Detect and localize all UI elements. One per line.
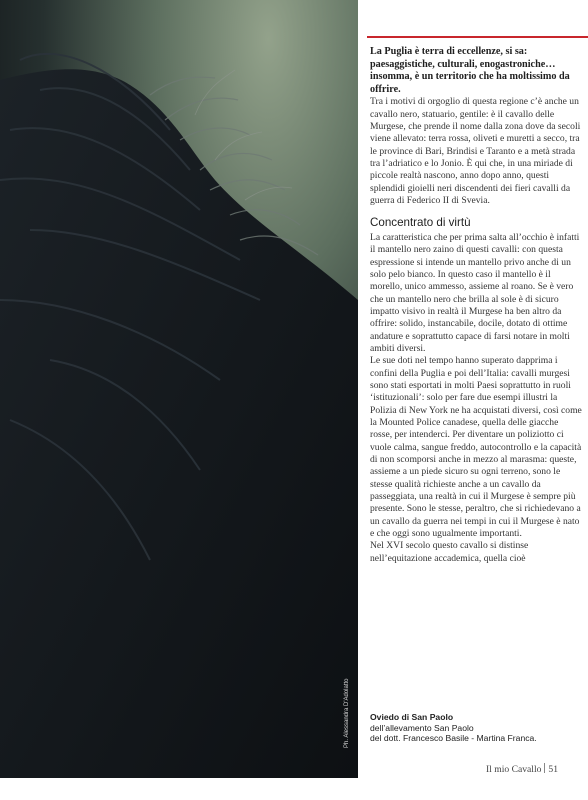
page-number: 51 xyxy=(548,764,558,775)
author-line-1: dell’allevamento San Paolo xyxy=(370,722,474,733)
magazine-name: Il mio Cavallo xyxy=(485,764,542,775)
author-line-2: del dott. Francesco Basile - Martina Franca. xyxy=(370,733,537,743)
intro-paragraph: Tra i motivi di orgoglio di questa regione c’è anche un cavallo nero, statuario, gentile: è il cavallo delle Murgese, che prende il nome dalla zona dove da secoli viene allevato: terra rossa, oliveti e muretti a secco, tra le province di Bari, Brindisi e Taranto e a metà strada tra l’adriatico e lo Jonio. È qui che, in una miriade di piccole realtà nascono, anno dopo anno, questi splendidi gioielli neri discendenti dei fieri cavalli da guerra di Federico II di Svevia. xyxy=(370,96,581,207)
photo-credit: Ph. Alessandra D'Adolatto xyxy=(344,678,350,748)
author-name: Oviedo di San Paolo xyxy=(370,712,454,722)
page-footer xyxy=(486,763,558,775)
article-column xyxy=(370,46,582,565)
body-paragraph-2: Le sue doti nel tempo hanno superato dapprima i confini della Puglia e poi dell’Italia: cavalli murgesi sono stati esportati in molti Paesi soprattutto in ruoli ‘istituzionali’: solo per fare due esempi illustri la Polizia di New York ne ha acquistati diversi, così come la Mounted Police canadese, quella delle giacche rosse, per intenderci. Per diventare un poliziotto ci vuole calma, sangue freddo, autocontrollo e la capacità di non scomporsi anche in mezzo al marasma: queste, assieme a un piede sicuro su ogni terreno, sono le stesse qualità richieste anche a un cavallo da passeggiata, una realtà in cui il Murgese è sempre più presente. Sono le stesse, peraltro, che si richiedevano a un cavallo da guerra nei tempi in cui il Murgese è nato e che oggi sono ugualmente importanti. xyxy=(370,355,582,540)
section-heading: Concentrato di virtù xyxy=(370,216,471,230)
lead-paragraph: La Puglia è terra di eccellenze, si sa: paesaggistiche, culturali, enogastroniche… insomma, è un territorio che ha moltissimo da offrire. xyxy=(370,46,570,95)
footer-divider xyxy=(544,763,545,773)
author-signature xyxy=(370,712,582,744)
body-paragraph-1: La caratteristica che per prima salta all’occhio è infatti il mantello nero zaino di questi cavalli: con questa espressione si intende un mantello privo anche di un solo pelo bianco. In questo caso il mantello è il morello, unico ammesso, assieme al roano. Se è vero che un mantello nero che brilla al sole è di sicuro impatto visivo in realtà il Murgese ha ben altro da offrire: solido, instancabile, docile, dotato di ottime andature e soprattutto capace di farsi notare in molti ambiti diversi. xyxy=(370,231,580,354)
red-rule xyxy=(367,36,588,38)
body-paragraph-3: Nel XVI secolo questo cavallo si distinse nell’equitazione accademica, quella cioè xyxy=(370,540,529,564)
